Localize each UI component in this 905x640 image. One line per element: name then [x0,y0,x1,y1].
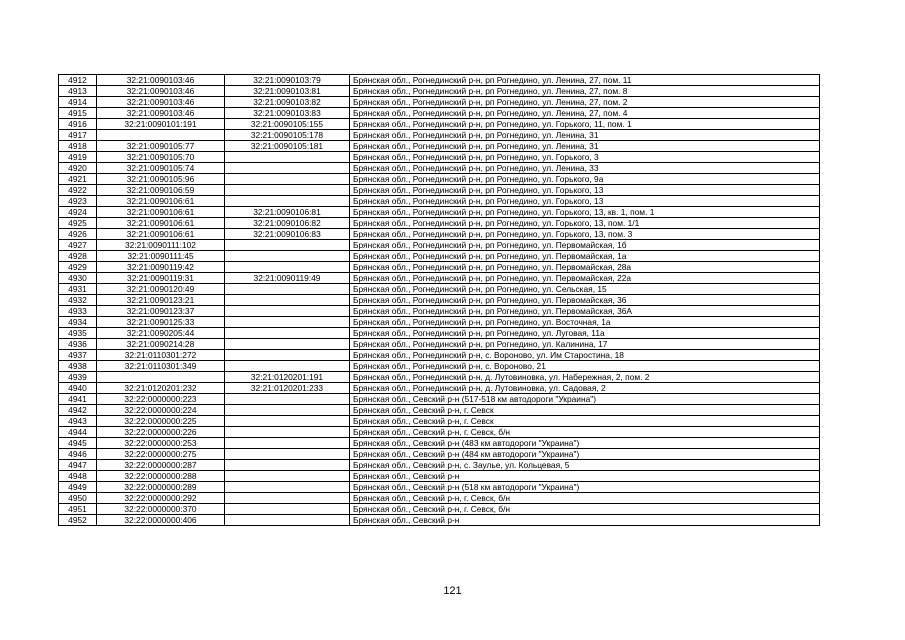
building-cadastral-number-cell: 32:21:0090103:82 [225,97,350,108]
cadastral-table [58,74,820,526]
building-cadastral-number-cell [225,460,350,471]
cadastral-number-cell: 32:21:0090125:33 [97,317,225,328]
table-row [59,251,820,262]
table-row [59,295,820,306]
table-row [59,174,820,185]
address-cell: Брянская обл., Севский р-н [350,471,820,482]
address-cell: Брянская обл., Рогнединский р-н, рп Рогнедино, ул. Ленина, 27, пом. 8 [350,86,820,97]
address-cell: Брянская обл., Рогнединский р-н, рп Рогнедино, ул. Ленина, 27, пом. 2 [350,97,820,108]
row-number-cell: 4952 [59,515,97,526]
table-row [59,218,820,229]
row-number-cell: 4936 [59,339,97,350]
cadastral-number-cell: 32:22:0000000:223 [97,394,225,405]
row-number-cell: 4924 [59,207,97,218]
building-cadastral-number-cell [225,482,350,493]
table-row [59,493,820,504]
row-number-cell: 4942 [59,405,97,416]
row-number-cell: 4945 [59,438,97,449]
building-cadastral-number-cell [225,471,350,482]
building-cadastral-number-cell [225,174,350,185]
cadastral-number-cell: 32:21:0090123:21 [97,295,225,306]
table-body [59,75,820,526]
cadastral-number-cell: 32:21:0090105:96 [97,174,225,185]
table-row [59,438,820,449]
building-cadastral-number-cell: 32:21:0090103:83 [225,108,350,119]
cadastral-number-cell: 32:21:0090101:191 [97,119,225,130]
row-number-cell: 4934 [59,317,97,328]
cadastral-number-cell: 32:22:0000000:225 [97,416,225,427]
building-cadastral-number-cell [225,427,350,438]
cadastral-number-cell [97,130,225,141]
row-number-cell: 4948 [59,471,97,482]
table-row [59,339,820,350]
building-cadastral-number-cell [225,317,350,328]
building-cadastral-number-cell [225,350,350,361]
building-cadastral-number-cell [225,449,350,460]
table-row [59,416,820,427]
row-number-cell: 4926 [59,229,97,240]
address-cell: Брянская обл., Рогнединский р-н, рп Рогнедино, ул. Луговая, 11а [350,328,820,339]
cadastral-number-cell: 32:21:0090205:44 [97,328,225,339]
address-cell: Брянская обл., Севский р-н (517-518 км автодороги "Украина") [350,394,820,405]
building-cadastral-number-cell: 32:21:0090119:49 [225,273,350,284]
table-row [59,119,820,130]
cadastral-number-cell: 32:21:0090119:31 [97,273,225,284]
building-cadastral-number-cell [225,515,350,526]
cadastral-number-cell: 32:21:0090111:45 [97,251,225,262]
cadastral-number-cell: 32:21:0090111:102 [97,240,225,251]
address-cell: Брянская обл., Севский р-н, г. Севск, б/н [350,427,820,438]
table-row [59,504,820,515]
building-cadastral-number-cell [225,405,350,416]
address-cell: Брянская обл., Рогнединский р-н, рп Рогнедино, ул. Первомайская, 36 [350,295,820,306]
table-row [59,361,820,372]
table-row [59,515,820,526]
row-number-cell: 4918 [59,141,97,152]
table-row [59,130,820,141]
cadastral-number-cell: 32:21:0090105:74 [97,163,225,174]
building-cadastral-number-cell: 32:21:0090106:81 [225,207,350,218]
cadastral-number-cell: 32:21:0090106:61 [97,229,225,240]
table-row [59,86,820,97]
address-cell: Брянская обл., Рогнединский р-н, рп Рогнедино, ул. Горького, 13 [350,185,820,196]
address-cell: Брянская обл., Рогнединский р-н, рп Рогнедино, ул. Ленина, 33 [350,163,820,174]
building-cadastral-number-cell [225,339,350,350]
row-number-cell: 4921 [59,174,97,185]
cadastral-number-cell: 32:21:0110301:272 [97,350,225,361]
building-cadastral-number-cell [225,196,350,207]
row-number-cell: 4927 [59,240,97,251]
cadastral-number-cell: 32:21:0090105:77 [97,141,225,152]
building-cadastral-number-cell: 32:21:0090103:79 [225,75,350,86]
address-cell: Брянская обл., Севский р-н, г. Севск, б/н [350,504,820,515]
building-cadastral-number-cell [225,328,350,339]
table-row [59,482,820,493]
row-number-cell: 4914 [59,97,97,108]
row-number-cell: 4943 [59,416,97,427]
row-number-cell: 4946 [59,449,97,460]
table-row [59,284,820,295]
cadastral-number-cell: 32:22:0000000:406 [97,515,225,526]
building-cadastral-number-cell: 32:21:0090105:155 [225,119,350,130]
building-cadastral-number-cell: 32:21:0090105:181 [225,141,350,152]
address-cell: Брянская обл., Рогнединский р-н, рп Рогнедино, ул. Ленина, 31 [350,141,820,152]
row-number-cell: 4915 [59,108,97,119]
table-row [59,273,820,284]
row-number-cell: 4935 [59,328,97,339]
table-row [59,75,820,86]
building-cadastral-number-cell [225,361,350,372]
address-cell: Брянская обл., Севский р-н (518 км автодороги "Украина") [350,482,820,493]
building-cadastral-number-cell: 32:21:0120201:191 [225,372,350,383]
cadastral-number-cell: 32:21:0090103:46 [97,75,225,86]
address-cell: Брянская обл., Рогнединский р-н, рп Рогнедино, ул. Ленина, 31 [350,130,820,141]
address-cell: Брянская обл., Рогнединский р-н, рп Рогнедино, ул. Ленина, 27, пом. 11 [350,75,820,86]
table-row [59,207,820,218]
row-number-cell: 4939 [59,372,97,383]
row-number-cell: 4949 [59,482,97,493]
address-cell: Брянская обл., Рогнединский р-н, рп Рогнедино, ул. Первомайская, 36А [350,306,820,317]
address-cell: Брянская обл., Рогнединский р-н, рп Рогнедино, ул. Ленина, 27, пом. 4 [350,108,820,119]
row-number-cell: 4913 [59,86,97,97]
row-number-cell: 4937 [59,350,97,361]
table-row [59,394,820,405]
address-cell: Брянская обл., Севский р-н [350,515,820,526]
cadastral-number-cell: 32:22:0000000:275 [97,449,225,460]
cadastral-number-cell: 32:22:0000000:289 [97,482,225,493]
row-number-cell: 4932 [59,295,97,306]
building-cadastral-number-cell [225,251,350,262]
building-cadastral-number-cell [225,240,350,251]
table-row [59,471,820,482]
cadastral-number-cell: 32:22:0000000:292 [97,493,225,504]
row-number-cell: 4944 [59,427,97,438]
address-cell: Брянская обл., Рогнединский р-н, рп Рогнедино, ул. Калинина, 17 [350,339,820,350]
address-cell: Брянская обл., Рогнединский р-н, д. Лутовиновка, ул. Набережная, 2, пом. 2 [350,372,820,383]
cadastral-number-cell: 32:21:0090103:46 [97,108,225,119]
table-row [59,240,820,251]
address-cell: Брянская обл., Севский р-н, г. Севск, б/н [350,493,820,504]
cadastral-number-cell: 32:21:0090119:42 [97,262,225,273]
address-cell: Брянская обл., Рогнединский р-н, рп Рогнедино, ул. Горького, 3 [350,152,820,163]
table-row [59,108,820,119]
row-number-cell: 4912 [59,75,97,86]
table-row [59,383,820,394]
table-row [59,449,820,460]
row-number-cell: 4951 [59,504,97,515]
address-cell: Брянская обл., Рогнединский р-н, рп Рогнедино, ул. Первомайская, 28а [350,262,820,273]
building-cadastral-number-cell [225,306,350,317]
address-cell: Брянская обл., Рогнединский р-н, рп Рогнедино, ул. Горького, 9а [350,174,820,185]
table-row [59,229,820,240]
cadastral-number-cell: 32:21:0090106:61 [97,207,225,218]
row-number-cell: 4941 [59,394,97,405]
table-row [59,141,820,152]
building-cadastral-number-cell: 32:21:0090103:81 [225,86,350,97]
building-cadastral-number-cell [225,284,350,295]
address-cell: Брянская обл., Севский р-н (483 км автодороги "Украина") [350,438,820,449]
table-row [59,372,820,383]
cadastral-number-cell: 32:21:0090120:49 [97,284,225,295]
building-cadastral-number-cell: 32:21:0090105:178 [225,130,350,141]
row-number-cell: 4930 [59,273,97,284]
table-row [59,163,820,174]
building-cadastral-number-cell [225,163,350,174]
table-row [59,427,820,438]
cadastral-number-cell: 32:21:0090123:37 [97,306,225,317]
row-number-cell: 4923 [59,196,97,207]
cadastral-number-cell: 32:21:0090106:61 [97,196,225,207]
building-cadastral-number-cell [225,295,350,306]
cadastral-number-cell: 32:21:0090106:59 [97,185,225,196]
row-number-cell: 4931 [59,284,97,295]
building-cadastral-number-cell: 32:21:0090106:83 [225,229,350,240]
table-row [59,317,820,328]
row-number-cell: 4919 [59,152,97,163]
address-cell: Брянская обл., Рогнединский р-н, с. Вороново, 21 [350,361,820,372]
table-row [59,196,820,207]
address-cell: Брянская обл., Севский р-н, г. Севск [350,416,820,427]
building-cadastral-number-cell [225,152,350,163]
cadastral-number-cell: 32:21:0090106:61 [97,218,225,229]
building-cadastral-number-cell: 32:21:0090106:82 [225,218,350,229]
address-cell: Брянская обл., Рогнединский р-н, рп Рогнедино, ул. Восточная, 1а [350,317,820,328]
table-row [59,262,820,273]
address-cell: Брянская обл., Рогнединский р-н, рп Рогнедино, ул. Горького, 13, кв. 1, пом. 1 [350,207,820,218]
cadastral-number-cell: 32:21:0090214:28 [97,339,225,350]
cadastral-number-cell: 32:21:0090103:46 [97,97,225,108]
address-cell: Брянская обл., Рогнединский р-н, рп Рогнедино, ул. Горького, 13, пом. 1/1 [350,218,820,229]
cadastral-number-cell: 32:22:0000000:287 [97,460,225,471]
address-cell: Брянская обл., Рогнединский р-н, рп Рогнедино, ул. Первомайская, 22а [350,273,820,284]
address-cell: Брянская обл., Севский р-н, с. Заулье, ул. Кольцевая, 5 [350,460,820,471]
cadastral-number-cell: 32:22:0000000:288 [97,471,225,482]
cadastral-number-cell: 32:21:0090105:70 [97,152,225,163]
cadastral-number-cell: 32:22:0000000:226 [97,427,225,438]
cadastral-number-cell: 32:22:0000000:370 [97,504,225,515]
cadastral-number-cell: 32:22:0000000:224 [97,405,225,416]
table-row [59,405,820,416]
address-cell: Брянская обл., Севский р-н (484 км автодороги "Украина") [350,449,820,460]
building-cadastral-number-cell [225,394,350,405]
address-cell: Брянская обл., Рогнединский р-н, рп Рогнедино, ул. Горького, 11, пом. 1 [350,119,820,130]
row-number-cell: 4920 [59,163,97,174]
address-cell: Брянская обл., Севский р-н, г. Севск [350,405,820,416]
address-cell: Брянская обл., Рогнединский р-н, с. Вороново, ул. Им Старостина, 18 [350,350,820,361]
building-cadastral-number-cell: 32:21:0120201:233 [225,383,350,394]
table-row [59,328,820,339]
table-row [59,460,820,471]
address-cell: Брянская обл., Рогнединский р-н, рп Рогнедино, ул. Первомайская, 1б [350,240,820,251]
table-row [59,97,820,108]
address-cell: Брянская обл., Рогнединский р-н, рп Рогнедино, ул. Горького, 13, пом. 3 [350,229,820,240]
building-cadastral-number-cell [225,416,350,427]
table-row [59,350,820,361]
address-cell: Брянская обл., Рогнединский р-н, д. Лутовиновка, ул. Садовая, 2 [350,383,820,394]
building-cadastral-number-cell [225,438,350,449]
row-number-cell: 4922 [59,185,97,196]
address-cell: Брянская обл., Рогнединский р-н, рп Рогнедино, ул. Сельская, 15 [350,284,820,295]
table-row [59,185,820,196]
cadastral-number-cell: 32:22:0000000:253 [97,438,225,449]
table-row [59,306,820,317]
address-cell: Брянская обл., Рогнединский р-н, рп Рогнедино, ул. Горького, 13 [350,196,820,207]
row-number-cell: 4925 [59,218,97,229]
row-number-cell: 4947 [59,460,97,471]
row-number-cell: 4933 [59,306,97,317]
row-number-cell: 4916 [59,119,97,130]
cadastral-number-cell: 32:21:0090103:46 [97,86,225,97]
row-number-cell: 4917 [59,130,97,141]
table-row [59,152,820,163]
building-cadastral-number-cell [225,185,350,196]
row-number-cell: 4940 [59,383,97,394]
row-number-cell: 4950 [59,493,97,504]
address-cell: Брянская обл., Рогнединский р-н, рп Рогнедино, ул. Первомайская, 1а [350,251,820,262]
row-number-cell: 4928 [59,251,97,262]
cadastral-number-cell: 32:21:0120201:232 [97,383,225,394]
building-cadastral-number-cell [225,504,350,515]
cadastral-number-cell [97,372,225,383]
building-cadastral-number-cell [225,493,350,504]
row-number-cell: 4929 [59,262,97,273]
page-number: 121 [443,585,462,597]
row-number-cell: 4938 [59,361,97,372]
cadastral-number-cell: 32:21:0110301:349 [97,361,225,372]
building-cadastral-number-cell [225,262,350,273]
